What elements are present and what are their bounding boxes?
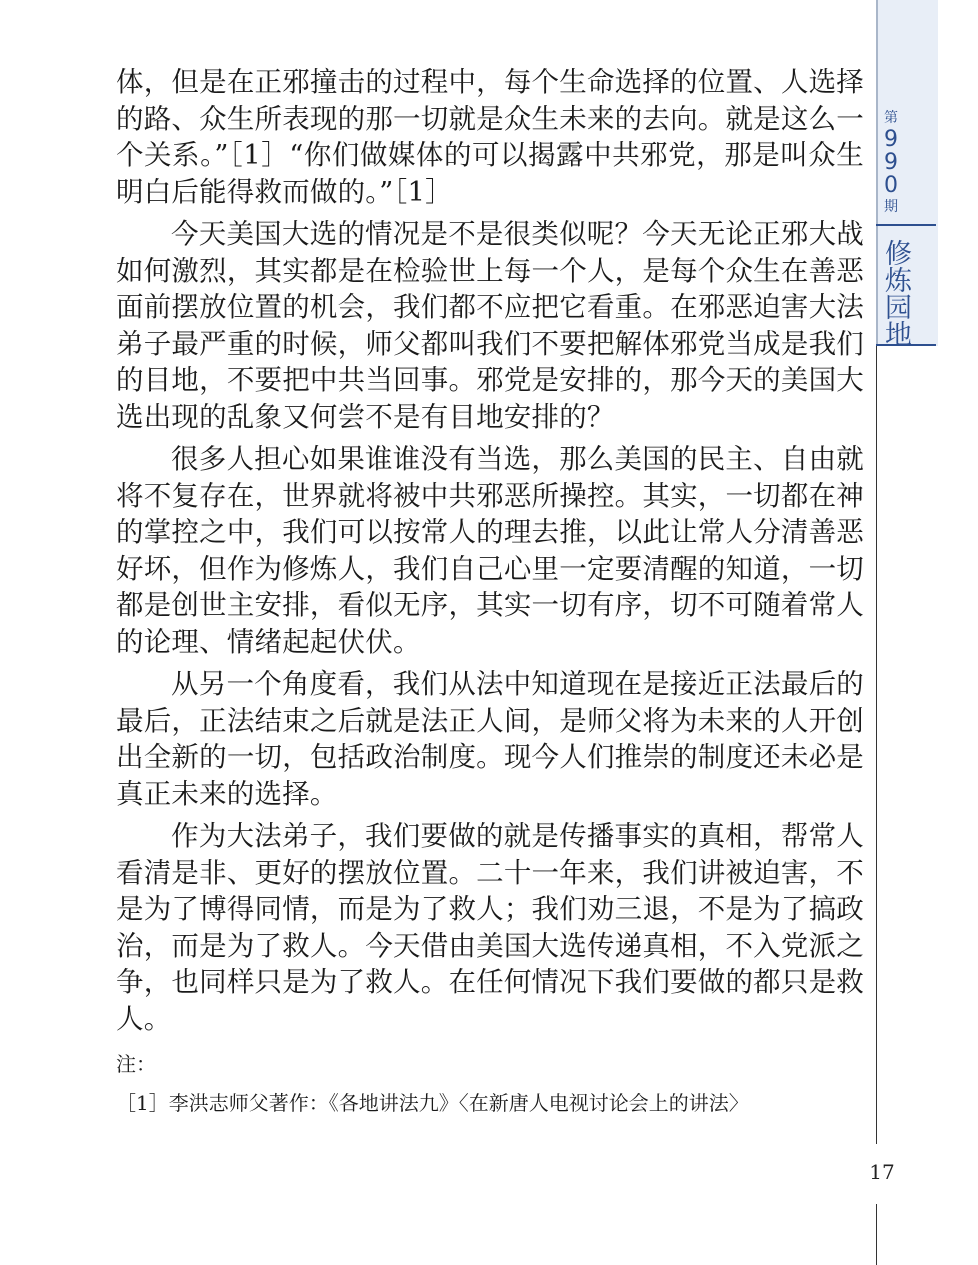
issue-number	[876, 108, 906, 217]
issue-digit: 9	[884, 127, 898, 152]
paragraph: 从另一个角度看，我们从法中知道现在是接近正法最后的最后，正法结束之后就是法正人间，是师父将为未来的人开创出全新的一切，包括政治制度。现今人们推崇的制度还未必是真正未来的选择。	[116, 668, 864, 810]
paragraph: 体，但是在正邪撞击的过程中，每个生命选择的位置、人选择的路、众生所表现的那一切就是众生未来的去向。就是这么一个关系。”［1］“你们做媒体的可以揭露中共邪党，那是叫众生明白后能得救而做的。”［1］	[116, 66, 864, 208]
article-body	[116, 64, 864, 1119]
margin-rule-bottom	[876, 1204, 877, 1265]
issue-digit: 0	[884, 173, 898, 198]
column-title: 修炼园地	[880, 239, 911, 347]
issue-digit: 9	[884, 150, 898, 175]
issue-prefix: 第	[884, 110, 898, 126]
margin-rule	[876, 346, 877, 1144]
notes-label: 注：	[116, 1052, 156, 1076]
page-number: 17	[869, 1160, 895, 1184]
side-tab-divider-top	[876, 224, 936, 226]
paragraph: 作为大法弟子，我们要做的就是传播事实的真相，帮常人看清是非、更好的摆放位置。二十一年来，我们讲被迫害，不是为了博得同情，而是为了救人；我们劝三退，不是为了搞政治，而是为了救人。今天借由美国大选传递真相，不入党派之争，也同样只是为了救人。在任何情况下我们要做的都只是救人。	[116, 820, 864, 1035]
paragraph: 很多人担心如果谁谁没有当选，那么美国的民主、自由就将不复存在，世界就将被中共邪恶所操控。其实，一切都在神的掌控之中，我们可以按常人的理去推，以此让常人分清善恶好坏，但作为修炼人，我们自己心里一定要清醒的知道，一切都是创世主安排，看似无序，其实一切有序，切不可随着常人的论理、情绪起起伏伏。	[116, 443, 864, 658]
footnote: ［1］李洪志师父著作：《各地讲法九》〈在新唐人电视讨论会上的讲法〉	[116, 1091, 749, 1115]
issue-suffix: 期	[884, 199, 898, 215]
paragraph: 今天美国大选的情况是不是很类似呢？今天无论正邪大战如何激烈，其实都是在检验世上每一个人，是每个众生在善恶面前摆放位置的机会，我们都不应把它看重。在邪恶迫害大法弟子最严重的时候，师父都叫我们不要把解体邪党当成是我们的目地，不要把中共当回事。邪党是安排的，那今天的美国大选出现的乱象又何尝不是有目地安排的？	[116, 218, 864, 433]
